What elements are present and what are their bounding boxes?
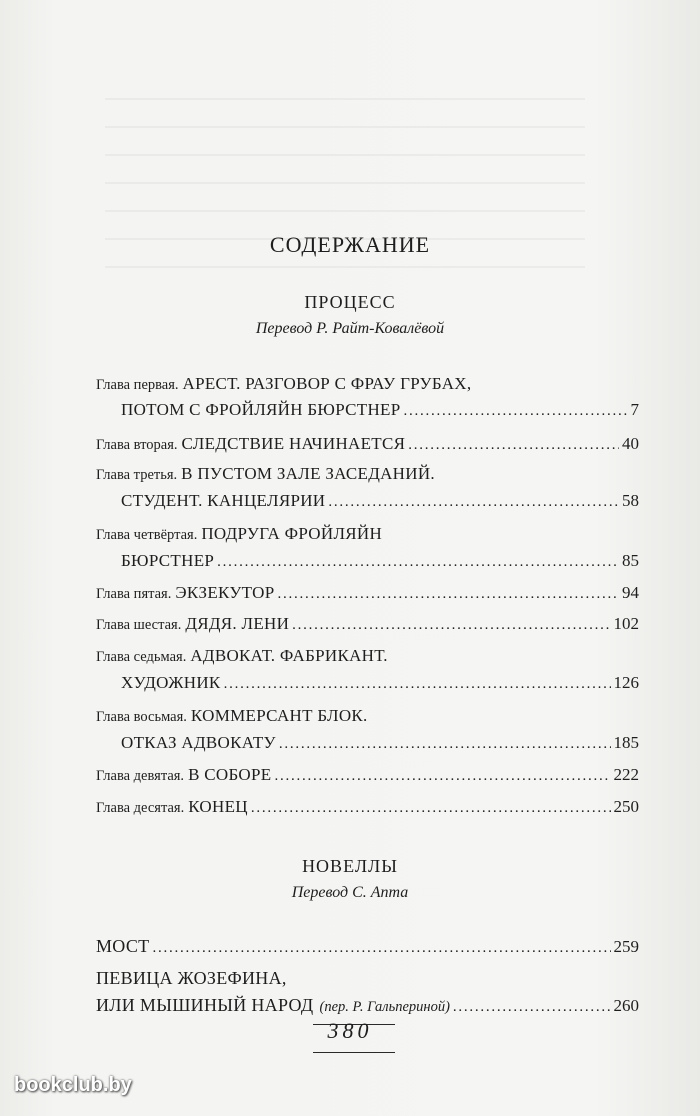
- chapter-title-cont: ХУДОЖНИК: [121, 673, 221, 692]
- leader-dots: [453, 999, 611, 1016]
- page-ref: 102: [613, 614, 639, 633]
- chapter-label: Глава вторая.: [96, 437, 178, 453]
- chapter-title-cont: БЮРСТНЕР: [121, 551, 215, 570]
- chapter-title: ЭКЗЕКУТОР: [175, 583, 275, 602]
- leader-dots: [404, 403, 628, 420]
- translator-note: (пер. Р. Гальпериной): [319, 999, 450, 1015]
- toc-entry-chapter-1[interactable]: [96, 374, 639, 394]
- page-ref: 94: [622, 583, 639, 602]
- chapter-label: Глава четвёртая.: [96, 527, 198, 543]
- toc-entry-chapter-4[interactable]: [96, 524, 639, 544]
- chapter-title-cont: ОТКАЗ АДВОКАТУ: [121, 733, 276, 752]
- story-title: МОСТ: [96, 936, 150, 956]
- toc-entry-chapter-10[interactable]: [96, 797, 639, 817]
- page-ref: 58: [622, 491, 639, 510]
- toc-entry-chapter-8-cont[interactable]: [121, 733, 639, 753]
- leader-dots: [152, 940, 610, 957]
- chapter-title: В СОБОРЕ: [188, 765, 272, 784]
- page-number: 380: [327, 1018, 373, 1043]
- toc-entry-chapter-9[interactable]: [96, 765, 639, 785]
- page-ref: 260: [613, 996, 639, 1015]
- chapter-label: Глава пятая.: [96, 586, 172, 602]
- chapter-label: Глава третья.: [96, 467, 178, 483]
- page-ref: 222: [613, 765, 639, 784]
- leader-dots: [217, 554, 619, 571]
- section-title-novellas: НОВЕЛЛЫ: [302, 856, 398, 876]
- chapter-label: Глава восьмая.: [96, 709, 187, 725]
- toc-entry-chapter-8[interactable]: [96, 706, 639, 726]
- page-ref: 250: [613, 797, 639, 816]
- toc-entry-chapter-7[interactable]: [96, 646, 639, 666]
- toc-entry-chapter-3[interactable]: [96, 464, 639, 484]
- leader-dots: [251, 800, 611, 817]
- chapter-title: СЛЕДСТВИЕ НАЧИНАЕТСЯ: [181, 434, 406, 453]
- toc-entry-chapter-2[interactable]: [96, 434, 639, 454]
- page-ref: 85: [622, 551, 639, 570]
- translator-credit-novellas: Перевод С. Апта: [291, 884, 409, 901]
- chapter-title: АДВОКАТ. ФАБРИКАНТ.: [190, 646, 388, 665]
- toc-entry-chapter-7-cont[interactable]: [121, 673, 639, 693]
- toc-entry-josephine-cont[interactable]: [96, 995, 639, 1016]
- chapter-label: Глава десятая.: [96, 800, 185, 816]
- leader-dots: [279, 736, 611, 753]
- page-ref: 259: [613, 937, 639, 956]
- page-ref: 7: [630, 400, 639, 419]
- chapter-label: Глава шестая.: [96, 617, 182, 633]
- chapter-title-cont: СТУДЕНТ. КАНЦЕЛЯРИИ: [121, 491, 326, 510]
- leader-dots: [328, 494, 619, 511]
- translator-credit-process: Перевод Р. Райт-Ковалёвой: [255, 320, 445, 337]
- toc-entry-josephine[interactable]: [96, 968, 639, 989]
- leader-dots: [277, 586, 619, 603]
- chapter-title: КОНЕЦ: [188, 797, 248, 816]
- leader-dots: [292, 617, 610, 634]
- story-title-cont: ИЛИ МЫШИНЫЙ НАРОД: [96, 995, 314, 1015]
- chapter-title-cont: ПОТОМ С ФРОЙЛЯЙН БЮРСТНЕР: [121, 400, 401, 419]
- page-ref: 126: [613, 673, 639, 692]
- chapter-label: Глава первая.: [96, 377, 179, 393]
- chapter-label: Глава седьмая.: [96, 649, 187, 665]
- chapter-title: В ПУСТОМ ЗАЛЕ ЗАСЕДАНИЙ.: [181, 464, 435, 483]
- leader-dots: [408, 437, 619, 454]
- chapter-title: АРЕСТ. РАЗГОВОР С ФРАУ ГРУБАХ,: [182, 374, 472, 393]
- toc-entry-most[interactable]: [96, 936, 639, 957]
- page-ref: 185: [613, 733, 639, 752]
- toc-entry-chapter-3-cont[interactable]: [121, 491, 639, 511]
- chapter-title: КОММЕРСАНТ БЛОК.: [190, 706, 368, 725]
- leader-dots: [274, 768, 610, 785]
- watermark: bookclub.by: [14, 1074, 132, 1096]
- chapter-title: ДЯДЯ. ЛЕНИ: [185, 614, 290, 633]
- toc-entry-chapter-6[interactable]: [96, 614, 639, 634]
- toc-entry-chapter-1-cont[interactable]: [121, 400, 639, 420]
- section-title-process: ПРОЦЕСС: [304, 292, 396, 312]
- leader-dots: [224, 676, 611, 693]
- folio-rule-bottom: [313, 1052, 395, 1053]
- page-ref: 40: [622, 434, 639, 453]
- contents-title: СОДЕРЖАНИЕ: [269, 232, 431, 257]
- toc-entry-chapter-5[interactable]: [96, 583, 639, 603]
- toc-entry-chapter-4-cont[interactable]: [121, 551, 639, 571]
- chapter-title: ПОДРУГА ФРОЙЛЯЙН: [201, 524, 383, 543]
- story-title: ПЕВИЦА ЖОЗЕФИНА,: [96, 968, 287, 988]
- chapter-label: Глава девятая.: [96, 768, 185, 784]
